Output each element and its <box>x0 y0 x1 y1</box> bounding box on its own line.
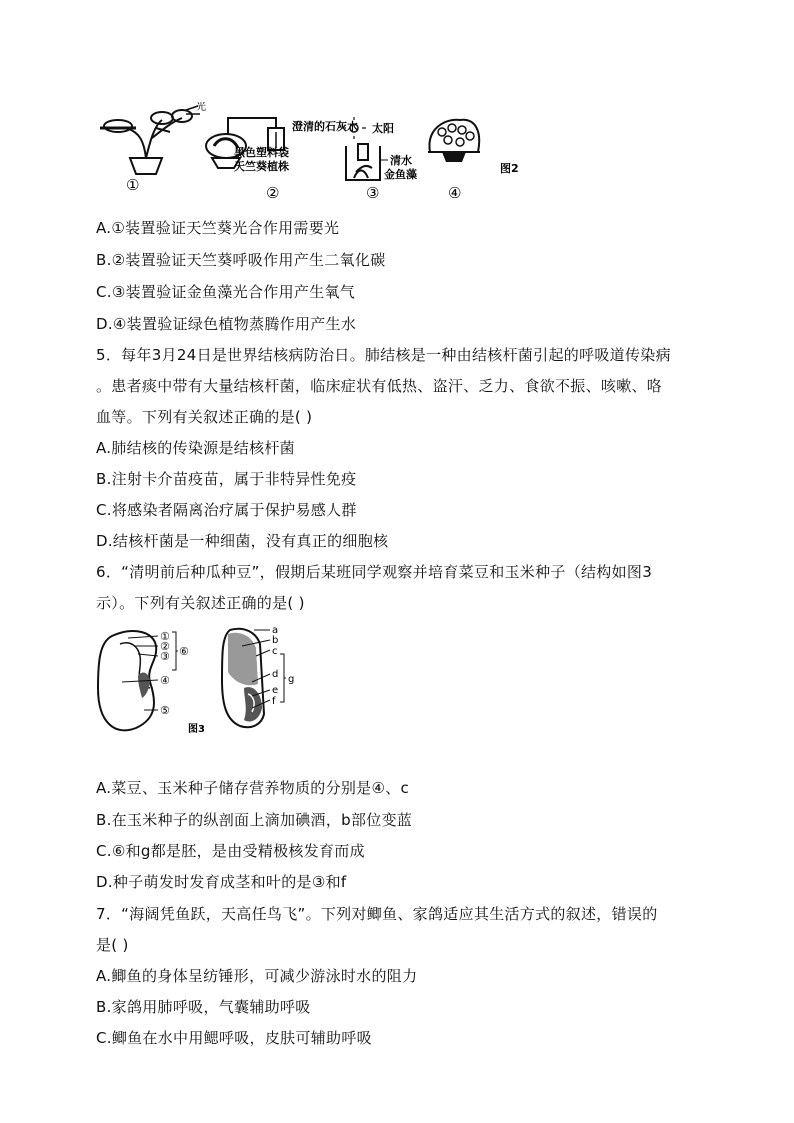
q5-stem-line-3: 血等。下列有关叙述正确的是( ) <box>96 408 313 426</box>
figure-number-2: ② <box>266 184 280 202</box>
limewater-label: 澄清的石灰水 <box>292 120 358 133</box>
q5-option-a: A.肺结核的传染源是结核杆菌 <box>96 439 295 457</box>
corn-label-a: a <box>272 625 279 636</box>
q4-option-d: D.④装置验证绿色植物蒸腾作用产生水 <box>96 315 357 333</box>
q7-stem-line-2: 是( ) <box>96 936 129 954</box>
corn-seed <box>222 625 294 727</box>
figure-2-caption: 图2 <box>500 162 519 175</box>
corn-label-f: f <box>272 696 276 707</box>
figure-number-3: ③ <box>366 184 380 202</box>
corn-label-d: d <box>272 669 279 680</box>
q6-option-a: A.菜豆、玉米种子储存营养物质的分别是④、c <box>96 779 410 797</box>
sun-label: 太阳 <box>372 122 394 135</box>
q4-option-b: B.②装置验证天竺葵呼吸作用产生二氧化碳 <box>96 251 386 269</box>
figure-number-1: ① <box>126 176 140 194</box>
q5-option-b: B.注射卡介苗疫苗，属于非特异性免疫 <box>96 470 357 488</box>
bean-label-4: ④ <box>160 674 170 687</box>
corn-label-c: c <box>272 646 278 657</box>
q7-option-a: A.鲫鱼的身体呈纺锤形，可减少游泳时水的阻力 <box>96 967 418 985</box>
light-label: 光 <box>196 102 206 113</box>
setup-1-potted-plant <box>100 102 206 174</box>
q5-option-c: C.将感染者隔离治疗属于保护易感人群 <box>96 501 357 519</box>
q7-stem-line-1: 7．“海阔凭鱼跃，天高任鸟飞”。下列对鲫鱼、家鸽适应其生活方式的叙述，错误的 <box>96 905 658 923</box>
corn-label-g: g <box>288 674 295 685</box>
bag-label: 黑色塑料袋 <box>234 146 289 159</box>
q6-stem-line-2: 示）。下列有关叙述正确的是( ) <box>96 594 305 612</box>
q5-stem-line-1: 5．每年3月24日是世界结核病防治日。肺结核是一种由结核杆菌引起的呼吸道传染病 <box>96 346 671 364</box>
corn-label-e: e <box>272 685 279 696</box>
q6-option-d: D.种子萌发时发育成茎和叶的是③和f <box>96 873 347 891</box>
q6-stem-line-1: 6．“清明前后种瓜种豆”，假期后某班同学观察并培育菜豆和玉米种子（结构如图3 <box>96 563 653 581</box>
corn-label-b: b <box>272 635 279 646</box>
plant-label: 天竺葵植株 <box>234 160 289 173</box>
q6-option-c: C.⑥和g都是胚，是由受精极核发育而成 <box>96 842 365 860</box>
q7-option-c: C.鲫鱼在水中用鳃呼吸，皮肤可辅助呼吸 <box>96 1029 372 1047</box>
figure-3-caption: 图3 <box>188 724 205 735</box>
bean-label-1: ① <box>160 630 170 643</box>
q4-option-a: A.①装置验证天竺葵光合作用需要光 <box>96 219 340 237</box>
bean-seed <box>98 630 189 730</box>
q7-option-b: B.家鸽用肺呼吸，气囊辅助呼吸 <box>96 998 311 1016</box>
setup-4-bell-jar <box>428 120 480 162</box>
bean-label-5: ⑤ <box>160 704 170 717</box>
weed-label: 金鱼藻 <box>384 168 417 181</box>
q4-option-c: C.③装置验证金鱼藻光合作用产生氧气 <box>96 283 356 301</box>
bean-label-3: ③ <box>160 650 170 663</box>
setup-2-bag-limewater <box>206 118 358 173</box>
water-label: 清水 <box>390 154 412 167</box>
bean-label-6: ⑥ <box>179 645 189 658</box>
bean-label-2: ② <box>160 640 170 653</box>
figure-3 <box>92 624 312 739</box>
q5-stem-line-2: 。患者痰中带有大量结核杆菌，临床症状有低热、盗汗、乏力、食欲不振、咳嗽、咯 <box>96 377 663 395</box>
q6-option-b: B.在玉米种子的纵剖面上滴加碘酒，b部位变蓝 <box>96 811 413 829</box>
q5-option-d: D.结核杆菌是一种细菌，没有真正的细胞核 <box>96 532 389 550</box>
figure-number-4: ④ <box>448 184 462 202</box>
figure-2 <box>96 102 536 206</box>
